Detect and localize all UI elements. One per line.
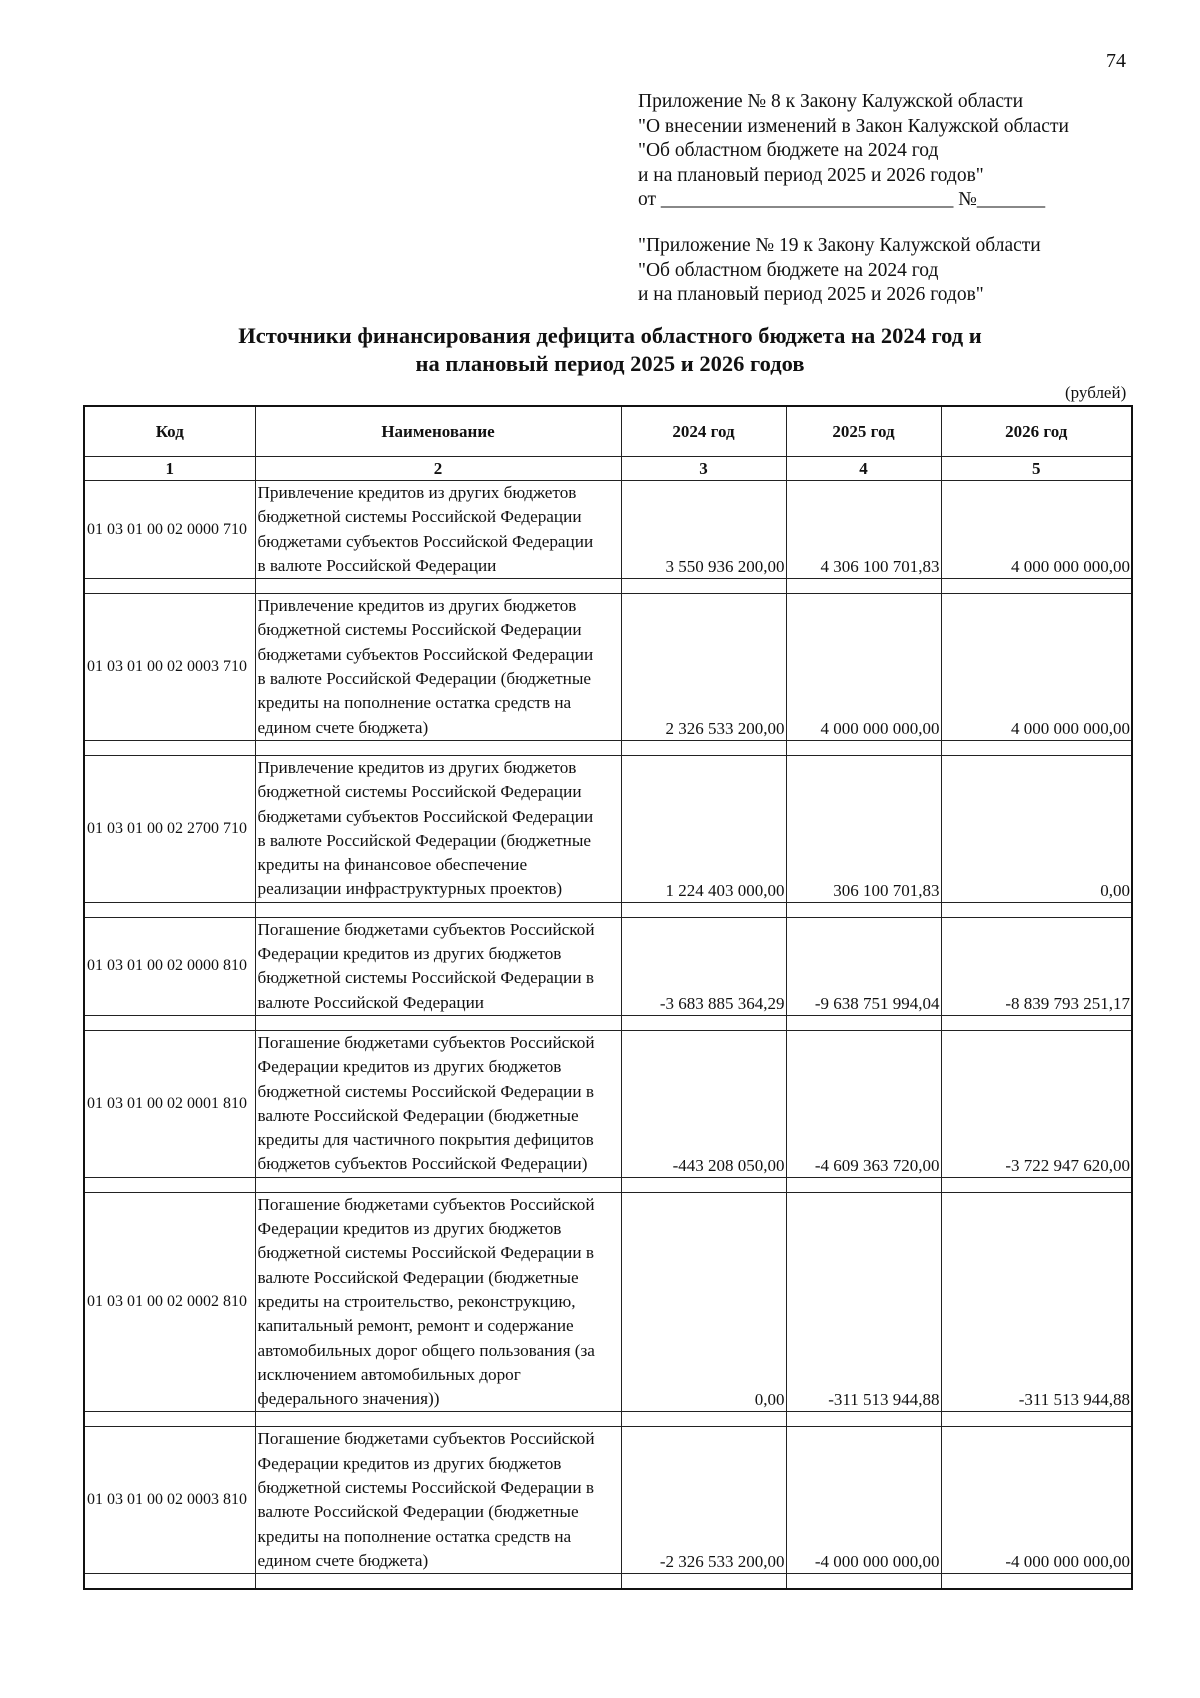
row-name: Привлечение кредитов из других бюджетов бюджетной системы Российской Федерации бюджетами субъектов Российской Федерации в валюте Российской Федерации	[255, 481, 621, 579]
amount-2024: 0,00	[621, 1192, 786, 1412]
row-name: Погашение бюджетами субъектов Российской Федерации кредитов из других бюджетов бюджетной системы Российской Федерации в валюте Российской Федерации (бюджетные кредиты на пополнение остатка средств на едином счете бюджета)	[255, 1427, 621, 1574]
financing-sources-table	[83, 405, 1133, 1590]
separator-cell	[786, 579, 941, 594]
amount-2024: 1 224 403 000,00	[621, 755, 786, 902]
row-separator	[84, 1015, 1132, 1030]
row-code: 01 03 01 00 02 0003 810	[84, 1427, 255, 1574]
amount-2025: -4 000 000 000,00	[786, 1427, 941, 1574]
annex-current-header	[638, 90, 1069, 213]
amount-2025: 4 000 000 000,00	[786, 594, 941, 741]
header-2025: 2025 год	[786, 406, 941, 457]
row-name: Погашение бюджетами субъектов Российской Федерации кредитов из других бюджетов бюджетной системы Российской Федерации в валюте Российской Федерации	[255, 917, 621, 1015]
separator-cell	[255, 1015, 621, 1030]
annex-current-line: "О внесении изменений в Закон Калужской области	[638, 115, 1069, 137]
separator-cell	[941, 1574, 1132, 1590]
row-separator	[84, 1412, 1132, 1427]
separator-cell	[941, 902, 1132, 917]
row-code: 01 03 01 00 02 0002 810	[84, 1192, 255, 1412]
table-row	[84, 481, 1132, 579]
separator-cell	[255, 902, 621, 917]
separator-cell	[941, 1412, 1132, 1427]
row-separator	[84, 1177, 1132, 1192]
amount-2025: 306 100 701,83	[786, 755, 941, 902]
separator-cell	[84, 740, 255, 755]
amount-2024: -443 208 050,00	[621, 1030, 786, 1177]
row-name: Погашение бюджетами субъектов Российской Федерации кредитов из других бюджетов бюджетной системы Российской Федерации в валюте Российской Федерации (бюджетные кредиты на строительство, реконструкцию, капитальный ремонт, ремонт и содержание автомобильных дорог общего пользования (за исключением автомобильных дорог федерального значения))	[255, 1192, 621, 1412]
amount-2025: -4 609 363 720,00	[786, 1030, 941, 1177]
separator-cell	[621, 740, 786, 755]
table-row	[84, 1030, 1132, 1177]
row-name: Погашение бюджетами субъектов Российской Федерации кредитов из других бюджетов бюджетной системы Российской Федерации в валюте Российской Федерации (бюджетные кредиты для частичного покрытия дефицитов бюджетов субъектов Российской Федерации)	[255, 1030, 621, 1177]
column-number: 3	[621, 457, 786, 481]
separator-cell	[786, 1015, 941, 1030]
amount-2025: -311 513 944,88	[786, 1192, 941, 1412]
separator-cell	[84, 1412, 255, 1427]
header-name: Наименование	[255, 406, 621, 457]
table-row	[84, 755, 1132, 902]
amount-2026: -3 722 947 620,00	[941, 1030, 1132, 1177]
header-code: Код	[84, 406, 255, 457]
separator-cell	[621, 1015, 786, 1030]
separator-cell	[84, 1177, 255, 1192]
table-row	[84, 1427, 1132, 1574]
amount-2024: -3 683 885 364,29	[621, 917, 786, 1015]
table-header-row	[84, 406, 1132, 457]
annex-original-header	[638, 234, 1041, 308]
separator-cell	[786, 1177, 941, 1192]
header-2026: 2026 год	[941, 406, 1132, 457]
amount-2026: -4 000 000 000,00	[941, 1427, 1132, 1574]
separator-cell	[786, 740, 941, 755]
separator-cell	[621, 579, 786, 594]
separator-cell	[255, 1574, 621, 1590]
amount-2026: -8 839 793 251,17	[941, 917, 1132, 1015]
row-code: 01 03 01 00 02 0003 710	[84, 594, 255, 741]
separator-cell	[255, 1412, 621, 1427]
amount-2026: 4 000 000 000,00	[941, 594, 1132, 741]
separator-cell	[84, 579, 255, 594]
annex-current-line: Приложение № 8 к Закону Калужской области	[638, 91, 1024, 112]
amount-2024: -2 326 533 200,00	[621, 1427, 786, 1574]
separator-cell	[84, 1015, 255, 1030]
row-code: 01 03 01 00 02 0001 810	[84, 1030, 255, 1177]
table-row	[84, 917, 1132, 1015]
separator-cell	[255, 579, 621, 594]
column-number: 2	[255, 457, 621, 481]
amount-2026: 0,00	[941, 755, 1132, 902]
amount-2026: 4 000 000 000,00	[941, 481, 1132, 579]
column-number: 1	[84, 457, 255, 481]
row-code: 01 03 01 00 02 0000 810	[84, 917, 255, 1015]
separator-cell	[786, 1574, 941, 1590]
row-name: Привлечение кредитов из других бюджетов бюджетной системы Российской Федерации бюджетами субъектов Российской Федерации в валюте Российской Федерации (бюджетные кредиты на финансовое обеспечение реализации инфраструктурных проектов)	[255, 755, 621, 902]
separator-cell	[621, 1177, 786, 1192]
row-separator	[84, 579, 1132, 594]
separator-cell	[941, 579, 1132, 594]
row-code: 01 03 01 00 02 2700 710	[84, 755, 255, 902]
annex-current-line: и на плановый период 2025 и 2026 годов"	[638, 164, 984, 186]
page-number: 74	[1106, 50, 1126, 72]
separator-cell	[84, 1574, 255, 1590]
annex-current-line: "Об областном бюджете на 2024 год	[638, 140, 939, 161]
row-name: Привлечение кредитов из других бюджетов бюджетной системы Российской Федерации бюджетами субъектов Российской Федерации в валюте Российской Федерации (бюджетные кредиты на пополнение остатка средств на едином счете бюджета)	[255, 594, 621, 741]
column-number-row	[84, 457, 1132, 481]
units-label: (рублей)	[1065, 383, 1127, 402]
row-separator	[84, 1574, 1132, 1590]
column-number: 5	[941, 457, 1132, 481]
separator-cell	[84, 902, 255, 917]
separator-cell	[941, 1015, 1132, 1030]
table-row	[84, 1192, 1132, 1412]
column-number: 4	[786, 457, 941, 481]
annex-current-line: от ______________________________ №_______	[638, 189, 1046, 210]
amount-2024: 2 326 533 200,00	[621, 594, 786, 741]
amount-2025: -9 638 751 994,04	[786, 917, 941, 1015]
separator-cell	[621, 1574, 786, 1590]
title-line-1: Источники финансирования дефицита областного бюджета на 2024 год и	[238, 323, 982, 348]
document-title	[80, 322, 1140, 378]
row-code: 01 03 01 00 02 0000 710	[84, 481, 255, 579]
separator-cell	[621, 902, 786, 917]
separator-cell	[941, 740, 1132, 755]
separator-cell	[255, 1177, 621, 1192]
amount-2025: 4 306 100 701,83	[786, 481, 941, 579]
row-separator	[84, 902, 1132, 917]
separator-cell	[786, 1412, 941, 1427]
separator-cell	[786, 902, 941, 917]
amount-2026: -311 513 944,88	[941, 1192, 1132, 1412]
annex-original-line: "Об областном бюджете на 2024 год	[638, 259, 939, 281]
amount-2024: 3 550 936 200,00	[621, 481, 786, 579]
separator-cell	[941, 1177, 1132, 1192]
annex-original-line: и на плановый период 2025 и 2026 годов"	[638, 284, 984, 305]
row-separator	[84, 740, 1132, 755]
table-row	[84, 594, 1132, 741]
header-2024: 2024 год	[621, 406, 786, 457]
annex-original-line: "Приложение № 19 к Закону Калужской области	[638, 235, 1041, 256]
separator-cell	[255, 740, 621, 755]
separator-cell	[621, 1412, 786, 1427]
title-line-2: на плановый период 2025 и 2026 годов	[415, 351, 805, 376]
